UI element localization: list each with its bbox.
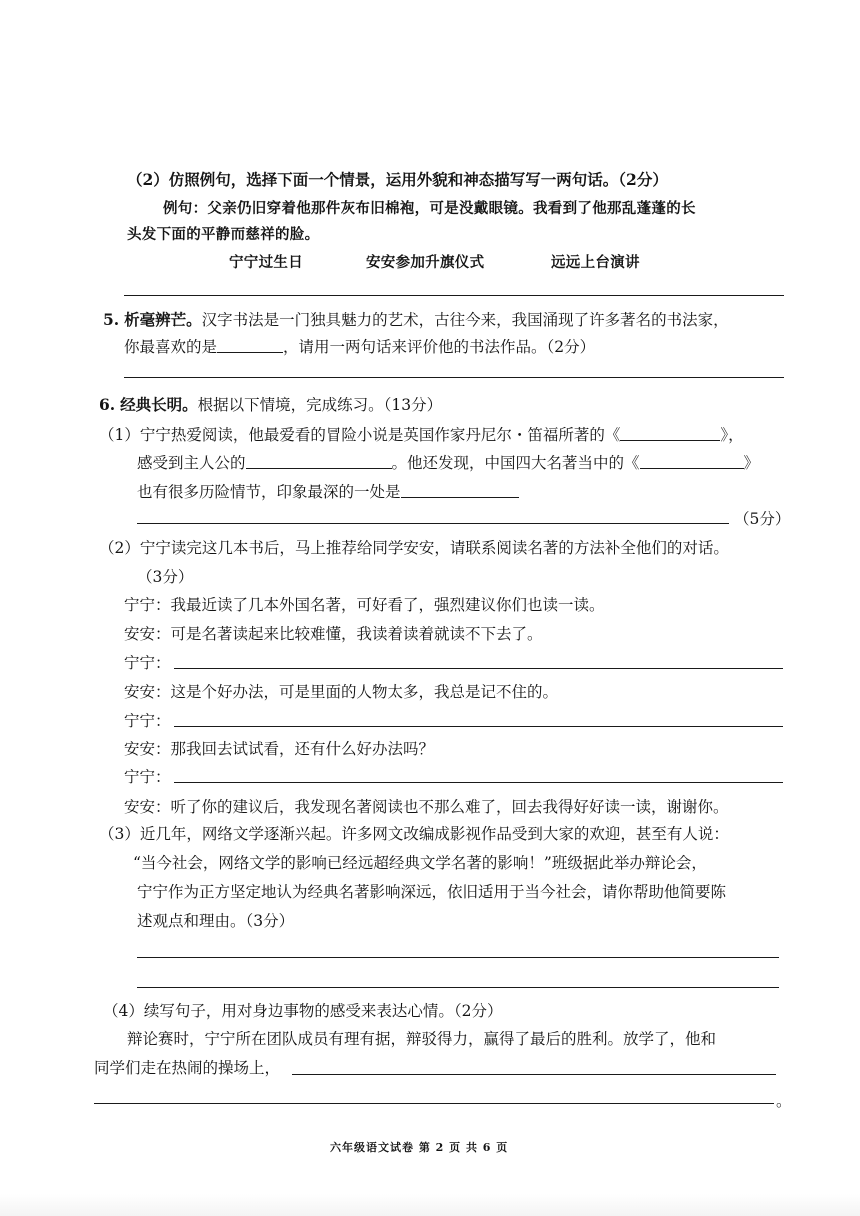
dialog-speaker: 安安： [124, 683, 171, 701]
dialog-speaker: 安安： [124, 625, 171, 643]
q6-1-line1 [99, 425, 744, 445]
dialog-text: 这是个好办法，可是里面的人物太多，我总是记不住的。 [170, 683, 559, 701]
favorite-calligrapher-blank[interactable] [217, 337, 283, 353]
q5-text-line1: 汉字书法是一门独具魅力的艺术，古往今来，我国涌现了许多著名的书法家， [201, 311, 729, 329]
dialog-line-2 [124, 624, 543, 644]
scene-option-2: 安安参加升旗仪式 [366, 254, 485, 271]
q6-4-line1: 辩论赛时，宁宁所在团队成员有理有据，辩驳得力，赢得了最后的胜利。放学了，他和 [127, 1030, 717, 1048]
q5-number: 5. [103, 310, 120, 329]
q6-3-line1: （3）近几年，网络文学逐渐兴起。许多网文改编成影视作品受到大家的欢迎，甚至有人说： [99, 825, 729, 843]
q6-1-text-2a: 感受到主人公的 [137, 454, 246, 472]
q6-4-line2: 同学们走在热闹的操场上， [94, 1059, 281, 1077]
q5-text-line2a: 你最喜欢的是 [124, 338, 218, 356]
q6-1-line3 [137, 482, 519, 502]
dialog-text: 听了你的建议后，我发现名著阅读也不那么难了，回去我得好好读一读，谢谢你。 [170, 798, 729, 816]
q6-heading: 经典长明。 [120, 395, 198, 414]
answer-line-q6-3a[interactable] [137, 957, 779, 958]
dialog-text: 那我回去试试看，还有什么好办法吗？ [170, 740, 435, 758]
q6-intro: 根据以下情境，完成练习。（13分） [197, 396, 443, 414]
novel-title-blank[interactable] [620, 425, 720, 441]
page-footer: 六年级语文试卷 第 2 页 共 6 页 [330, 1141, 509, 1154]
dialog-line-5 [124, 711, 171, 731]
sentence-end-mark: 。 [776, 1092, 792, 1110]
dialog-text: 可是名著读起来比较难懂，我读着读着就读不下去了。 [170, 625, 543, 643]
q4-2-example-line1: 例句：父亲仍旧穿着他那件灰布旧棉袍，可是没戴眼镜。我看到了他那乱蓬蓬的长 [163, 200, 696, 217]
answer-line-q6-1[interactable] [137, 523, 729, 524]
dialog-line-7 [124, 767, 171, 787]
q6-number: 6. [99, 395, 116, 414]
dialog-line-8 [124, 797, 729, 817]
dialog-line-6 [124, 739, 434, 759]
dialog-text: 我最近读了几本外国名著，可好看了，强烈建议你们也读一读。 [170, 596, 605, 614]
answer-line-q6-3b[interactable] [137, 987, 779, 988]
q6-1-text-1a: （1）宁宁热爱阅读，他最爱看的冒险小说是英国作家丹尼尔・笛福所著的《 [99, 426, 621, 444]
continue-sentence-line-2[interactable] [94, 1103, 774, 1104]
protagonist-quality-blank[interactable] [246, 453, 392, 469]
dialog-speaker: 安安： [124, 798, 171, 816]
dialog-line-1 [124, 595, 605, 615]
q6-1-text-3: 也有很多历险情节，印象最深的一处是 [137, 483, 401, 501]
dialog-line-3 [124, 653, 171, 673]
q5-line2 [124, 337, 595, 357]
q5-text-line2b: ，请用一两句话来评价他的书法作品。（2分） [283, 338, 596, 356]
q5-heading: 析毫辨芒。 [124, 310, 202, 329]
answer-line-q4-2[interactable] [124, 295, 784, 296]
dialog-speaker: 安安： [124, 740, 171, 758]
q6-1-text-1b: 》， [720, 426, 744, 444]
dialog-speaker: 宁宁： [124, 654, 171, 672]
adventure-episode-blank[interactable] [401, 482, 519, 498]
q6-4-instruction: （4）续写句子，用对身边事物的感受来表达心情。（2分） [103, 1002, 503, 1020]
q6-1-score: （5分） [734, 510, 791, 528]
q6-1-text-2b: 。他还发现，中国四大名著当中的《 [391, 454, 640, 472]
dialog-line-4 [124, 682, 558, 702]
scan-edge-shadow [0, 1194, 860, 1216]
q6-2-instruction-line1: （2）宁宁读完这几本书后，马上推荐给同学安安，请联系阅读名著的方法补全他们的对话。 [99, 539, 729, 557]
dialog-speaker: 宁宁： [124, 712, 171, 730]
q6-3-line4: 述观点和理由。（3分） [137, 912, 295, 930]
answer-line-q5[interactable] [124, 377, 784, 378]
q5-line1 [103, 310, 729, 330]
dialog-answer-line-3[interactable] [174, 782, 783, 783]
q6-heading-line [99, 395, 442, 415]
q6-1-text-2c: 》 [743, 454, 760, 472]
q6-2-instruction-line2: （3分） [137, 568, 194, 586]
scene-option-3: 远远上台演讲 [551, 254, 640, 271]
continue-sentence-line-1[interactable] [292, 1074, 776, 1075]
q6-3-line3: 宁宁作为正方坚定地认为经典名著影响深远，依旧适用于当今社会，请你帮助他简要陈 [137, 883, 727, 901]
q6-3-line2: “当今社会，网络文学的影响已经远超经典文学名著的影响！”班级据此举办辩论会， [133, 854, 707, 872]
q6-1-line2 [137, 453, 759, 473]
q4-2-instruction: （2）仿照例句，选择下面一个情景，运用外貌和神态描写写一两句话。（2分） [127, 170, 668, 189]
q4-2-example-line2: 头发下面的平静而慈祥的脸。 [127, 226, 320, 243]
scene-option-1: 宁宁过生日 [229, 254, 303, 271]
classic-novel-blank[interactable] [640, 453, 744, 469]
dialog-answer-line-2[interactable] [174, 726, 783, 727]
dialog-speaker: 宁宁： [124, 596, 171, 614]
dialog-answer-line-1[interactable] [174, 668, 783, 669]
dialog-speaker: 宁宁： [124, 768, 171, 786]
